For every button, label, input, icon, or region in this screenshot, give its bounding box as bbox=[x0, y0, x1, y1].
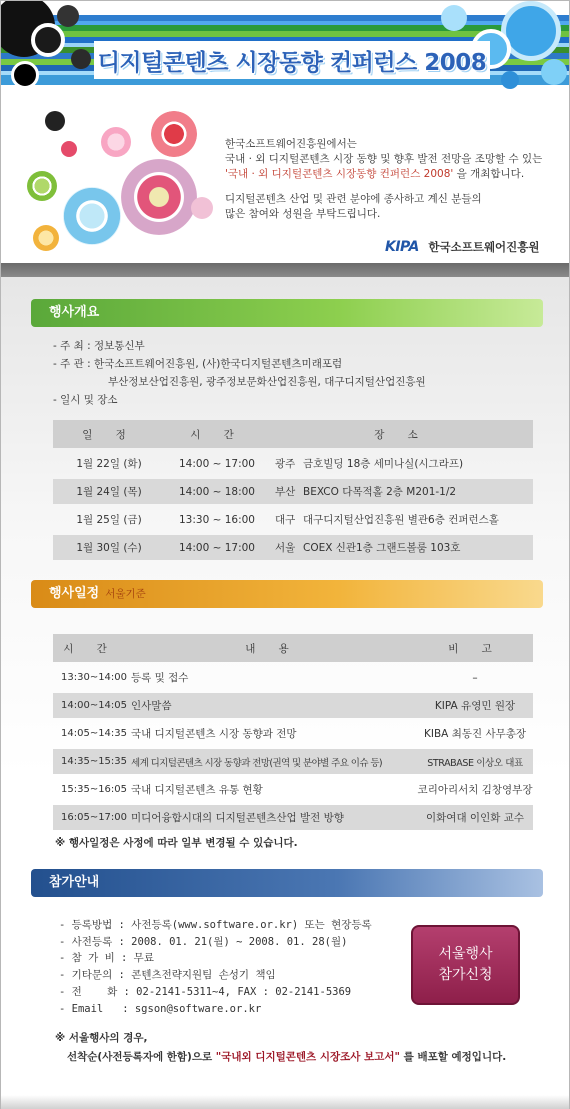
decorative-circle bbox=[441, 5, 467, 31]
decorative-flower bbox=[45, 111, 65, 131]
page-title: 디지털콘텐츠 시장동향 컨퍼런스 2008 bbox=[97, 50, 487, 76]
table-row bbox=[53, 507, 533, 532]
decorative-circle bbox=[31, 23, 65, 57]
cell-note: 이화여대 이인화 교수 bbox=[417, 805, 533, 830]
cell-venue: BEXCO 다목적홀 2층 M201-1/2 bbox=[303, 479, 533, 504]
cell-city: 대구 bbox=[275, 514, 296, 526]
cell-note: KIPA 유영민 원장 bbox=[417, 693, 533, 718]
header-banner bbox=[1, 1, 569, 263]
intro-text bbox=[225, 137, 555, 232]
decorative-circle bbox=[541, 59, 567, 85]
cell-city: 부산 bbox=[269, 479, 303, 504]
decorative-flower bbox=[191, 197, 213, 219]
table-row bbox=[53, 451, 533, 476]
decorative-flower bbox=[27, 171, 57, 201]
cell-city: 서울 bbox=[269, 535, 303, 560]
table-row bbox=[53, 721, 533, 746]
section-header-overview bbox=[31, 299, 543, 327]
section-title: 참가안내 bbox=[49, 875, 100, 890]
overview-info bbox=[53, 337, 426, 409]
note-text: 를 배포할 예정입니다. bbox=[399, 1051, 507, 1063]
kipa-logo-mark: KIPA bbox=[385, 239, 419, 255]
info-datetime-label: - 일시 및 장소 bbox=[53, 394, 118, 406]
col-header-time: 시 간 bbox=[165, 420, 269, 448]
col-header-date: 일 정 bbox=[53, 420, 165, 448]
cell-time: 13:30~14:00 bbox=[61, 672, 128, 683]
section-title: 행사일정 bbox=[49, 586, 100, 601]
intro-highlight: '국내 · 외 디지털콘텐츠 시장동향 컨퍼런스 2008' bbox=[225, 168, 454, 180]
intro-line: 한국소프트웨어진흥원에서는 bbox=[225, 138, 357, 150]
table-row bbox=[53, 749, 533, 774]
schedule-footnote: ※ 행사일정은 사정에 따라 일부 변경될 수 있습니다. bbox=[55, 837, 298, 849]
cell-time: 14:05~14:35 bbox=[61, 728, 128, 739]
cell-time: 14:00 ~ 17:00 bbox=[165, 535, 269, 560]
note-line bbox=[55, 1048, 506, 1067]
cell-content: 등록 및 접수 bbox=[131, 672, 189, 684]
cell-city: 광주 bbox=[275, 458, 296, 470]
table-row bbox=[53, 535, 533, 560]
cell-date: 1월 22일 (화) bbox=[76, 458, 142, 470]
button-label-line2: 참가신청 bbox=[438, 967, 493, 983]
venue-table bbox=[53, 417, 533, 563]
section-header-registration bbox=[31, 869, 543, 897]
col-header-content: 내 용 bbox=[127, 634, 417, 662]
decorative-flower bbox=[101, 127, 131, 157]
cell-content: 미디어융합시대의 디지털콘텐츠산업 발전 방향 bbox=[127, 805, 417, 830]
table-row bbox=[53, 665, 533, 690]
decorative-flower bbox=[151, 111, 197, 157]
schedule-table bbox=[53, 631, 533, 833]
note-report-title: "국내외 디지털콘텐츠 시장조사 보고서" bbox=[215, 1051, 400, 1063]
cell-content: 인사말씀 bbox=[127, 693, 417, 718]
org-name: 한국소프트웨어진흥원 bbox=[428, 240, 540, 254]
info-organizer: - 주 관 : 한국소프트웨어진흥원, (사)한국디지털콘텐츠미래포럼 bbox=[53, 358, 343, 370]
cell-note: 코리아리서치 김창영부장 bbox=[417, 784, 533, 796]
info-phone: - 전 화 : 02-2141-5311~4, FAX : 02-2141-5369 bbox=[59, 985, 352, 998]
cell-content: 국내 디지털콘텐츠 시장 동향과 전망 bbox=[131, 728, 297, 740]
intro-line: 디지털콘텐츠 산업 및 관련 분야에 종사하고 계신 분들의 bbox=[225, 193, 482, 205]
section-header-schedule bbox=[31, 580, 543, 608]
seoul-register-button[interactable] bbox=[411, 925, 520, 1005]
cell-venue: 대구디지털산업진흥원 별관6층 컨퍼런스홀 bbox=[303, 514, 499, 526]
decorative-circle bbox=[11, 61, 39, 89]
cell-time: 14:00 ~ 18:00 bbox=[165, 479, 269, 504]
divider-bar bbox=[1, 263, 569, 277]
cell-date: 1월 25일 (금) bbox=[76, 514, 142, 526]
cell-note: – bbox=[472, 671, 478, 684]
info-method: - 등록방법 : 사전등록(www.software.or.kr) 또는 현장등록 bbox=[59, 919, 372, 931]
decorative-circle bbox=[501, 71, 519, 89]
table-row bbox=[53, 693, 533, 718]
intro-line: 국내 · 외 디지털콘텐츠 시장 동향 및 향후 발전 전망을 조망할 수 있는 bbox=[225, 153, 543, 165]
info-pre-registration: - 사전등록 : 2008. 01. 21(월) ~ 2008. 01. 28(월) bbox=[59, 935, 348, 948]
registration-info bbox=[59, 917, 372, 1017]
table-row bbox=[53, 777, 533, 802]
table-row bbox=[53, 479, 533, 504]
cell-time: 13:30 ~ 16:00 bbox=[179, 513, 255, 526]
table-row bbox=[53, 805, 533, 830]
decorative-flower bbox=[63, 187, 121, 245]
bottom-fade bbox=[1, 1095, 569, 1109]
registration-note bbox=[55, 1029, 506, 1067]
info-host: - 주 최 : 정보통신부 bbox=[53, 340, 145, 352]
table-header-row bbox=[53, 634, 533, 662]
note-text: 선착순(사전등록자에 한함)으로 bbox=[67, 1051, 216, 1063]
cell-time: 16:05~17:00 bbox=[53, 805, 127, 830]
intro-line: 을 개최합니다. bbox=[453, 168, 525, 180]
cell-date: 1월 30일 (수) bbox=[53, 535, 165, 560]
decorative-circle bbox=[57, 5, 79, 27]
section-title: 행사개요 bbox=[49, 305, 100, 320]
section-subtitle: 서울기준 bbox=[105, 588, 146, 600]
table-header-row bbox=[53, 420, 533, 448]
cell-venue: COEX 신관1층 그랜드볼룸 103호 bbox=[303, 535, 533, 560]
col-header-venue: 장 소 bbox=[269, 420, 533, 448]
cell-date: 1월 24일 (목) bbox=[53, 479, 165, 504]
cell-time: 14:00~14:05 bbox=[53, 693, 127, 718]
note-line: ※ 서울행사의 경우, bbox=[55, 1032, 148, 1044]
intro-line: 많은 참여와 성원을 부탁드립니다. bbox=[225, 208, 381, 220]
cell-note: KIBA 최동진 사무총장 bbox=[423, 728, 527, 740]
cell-venue: 금호빌딩 18층 세미나실(시그라프) bbox=[303, 458, 464, 470]
cell-time: 14:00 ~ 17:00 bbox=[179, 457, 255, 470]
cell-time: 15:35~16:05 bbox=[61, 784, 128, 795]
info-email: - Email : sgson@software.or.kr bbox=[59, 1002, 262, 1015]
decorative-flower bbox=[33, 225, 59, 251]
cell-time: 14:35~15:35 bbox=[53, 749, 127, 774]
decorative-flower bbox=[121, 159, 197, 235]
info-contact: - 기타문의 : 콘텐츠전략지원팀 손성기 책임 bbox=[59, 969, 276, 982]
decorative-circle bbox=[71, 49, 91, 69]
decorative-flower bbox=[61, 141, 77, 157]
col-header-note: 비 고 bbox=[417, 634, 533, 662]
button-label-line1: 서울행사 bbox=[438, 946, 493, 962]
col-header-time: 시 간 bbox=[53, 634, 127, 662]
info-fee: - 참 가 비 : 무료 bbox=[59, 952, 154, 965]
banner-title-box bbox=[94, 41, 490, 79]
cell-content: 국내 디지털콘텐츠 유통 현황 bbox=[131, 784, 263, 796]
kipa-logo bbox=[385, 239, 540, 255]
info-organizer-cont: 부산정보산업진흥원, 광주정보문화산업진흥원, 대구디지털산업진흥원 bbox=[108, 376, 426, 388]
cell-content: 세계 디지털콘텐츠 시장 동향과 전망(권역 및 분야별 주요 이슈 등) bbox=[127, 749, 417, 774]
cell-note: STRABASE 이상오 대표 bbox=[417, 749, 533, 774]
